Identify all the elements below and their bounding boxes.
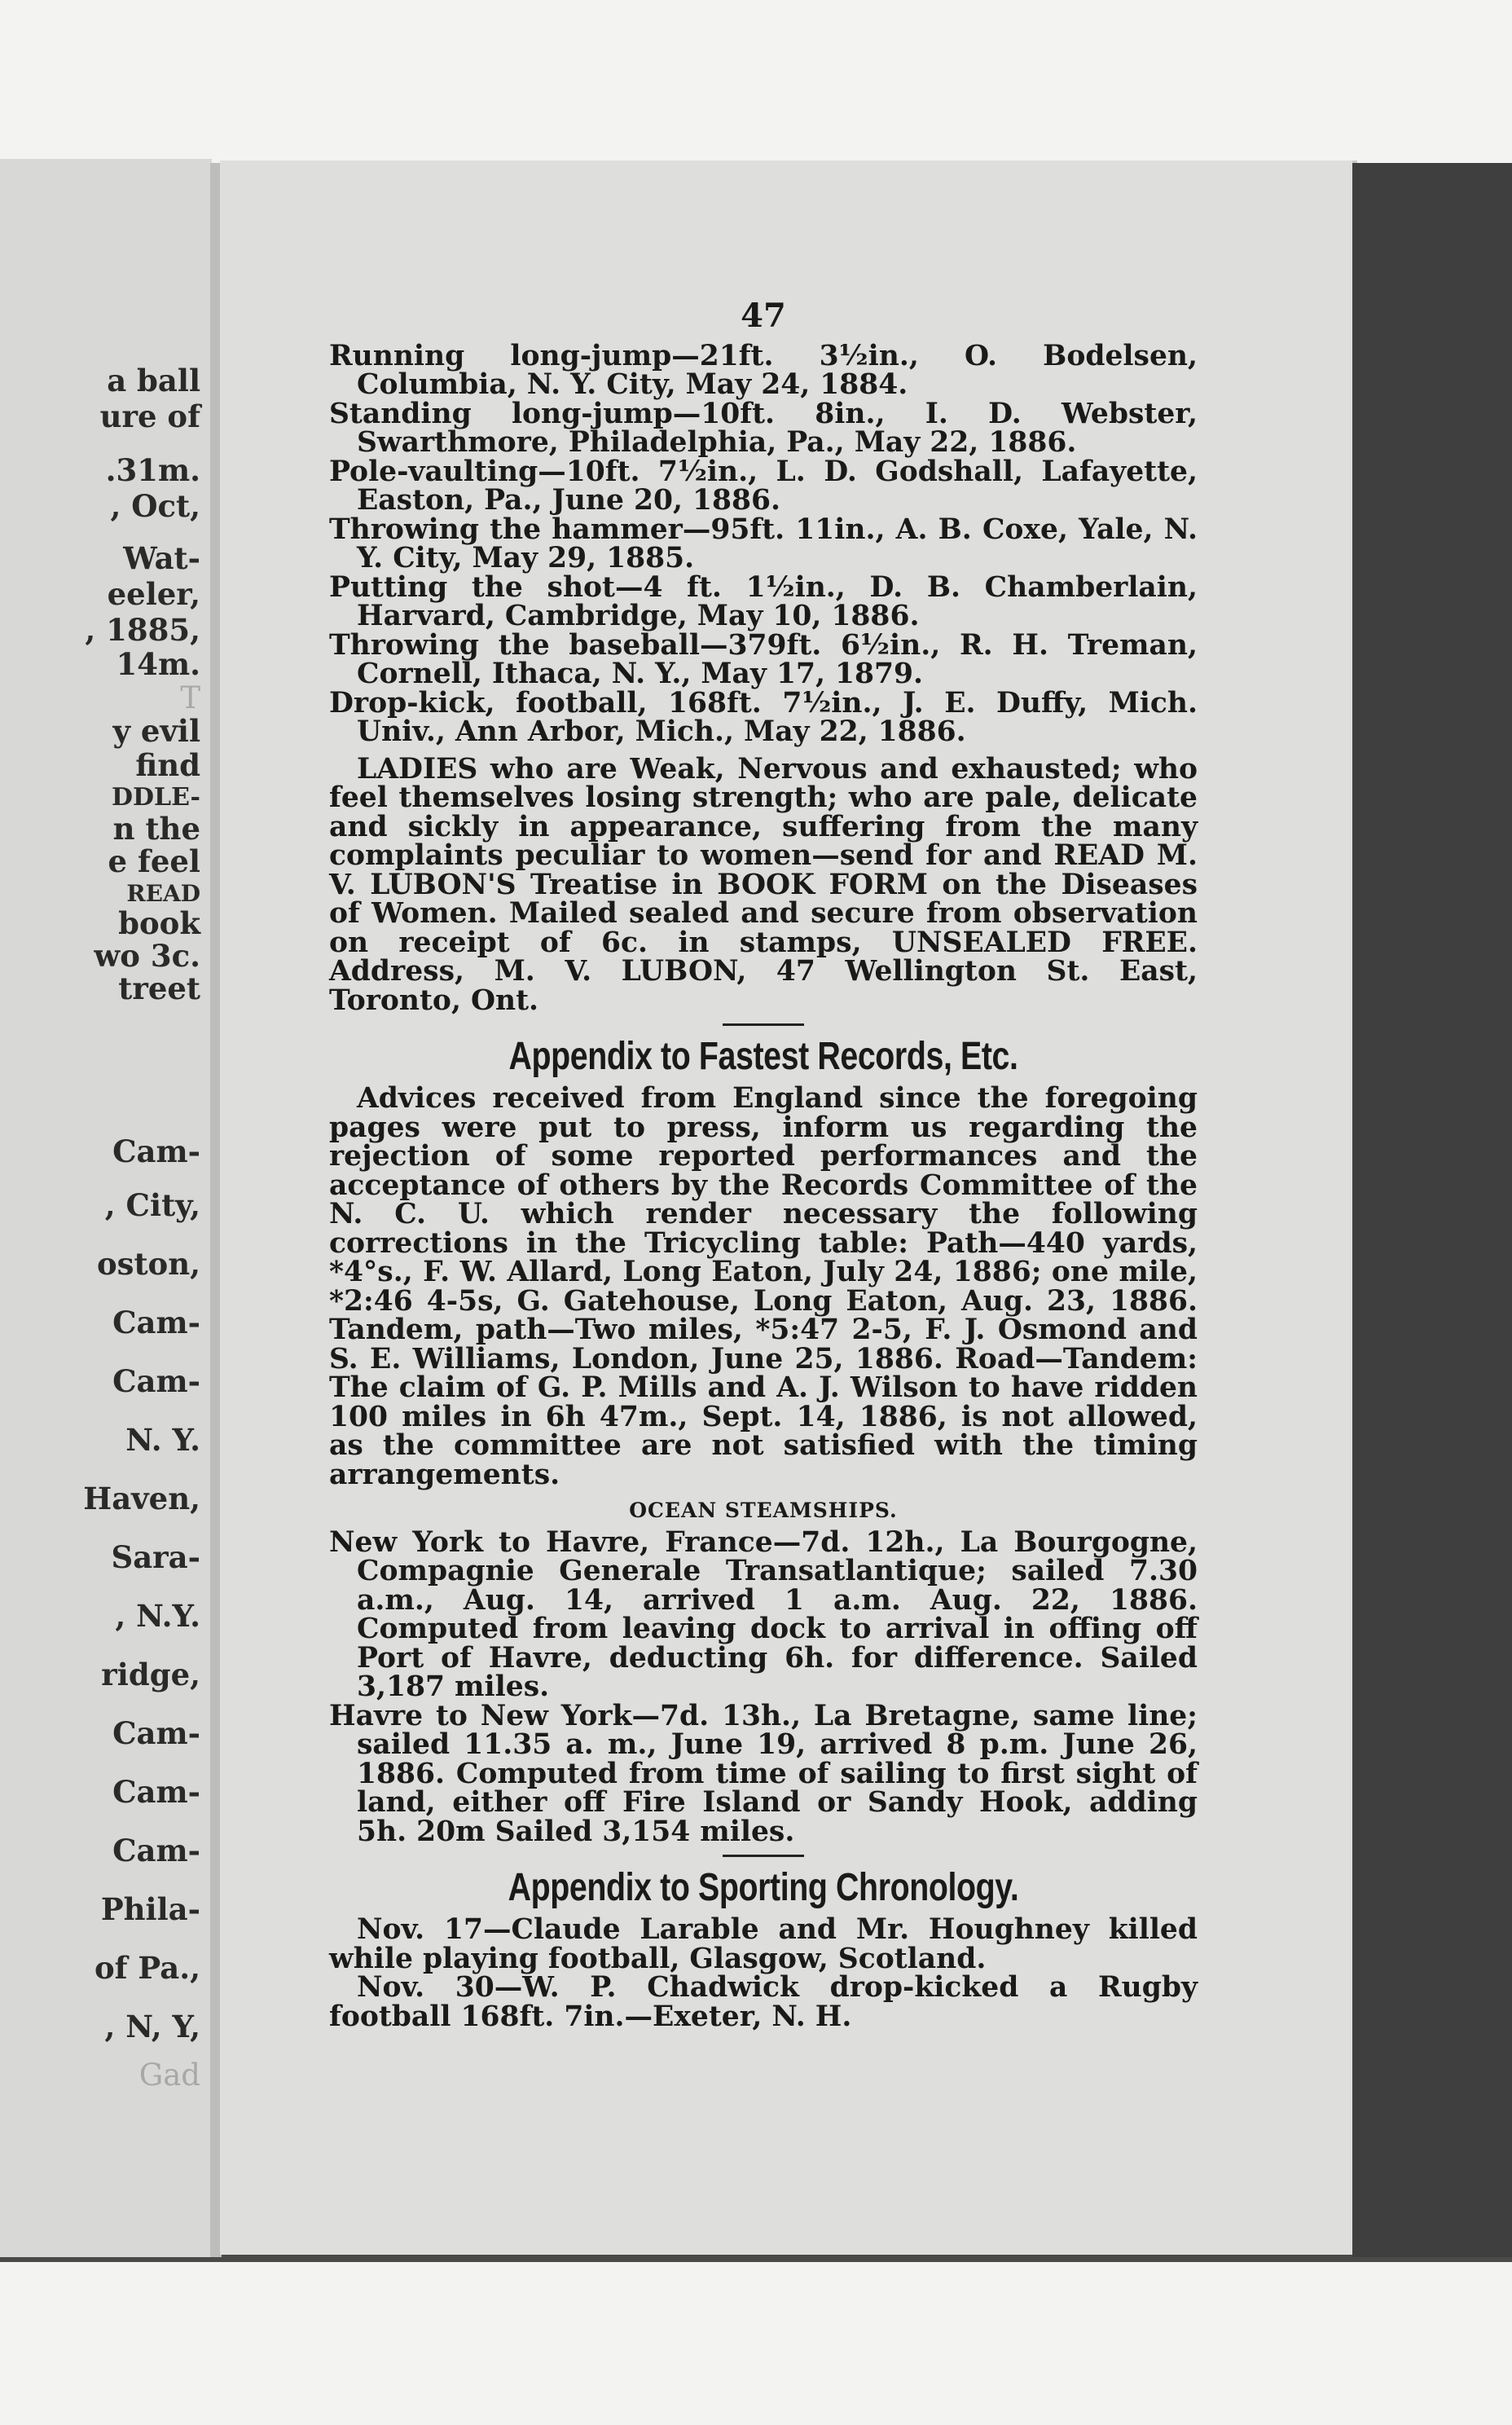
section-subheading: OCEAN STEAMSHIPS. [629,1499,898,1522]
left-text-line: treet [118,970,200,1006]
left-text-line: Gad [138,2058,200,2093]
left-text-line: ure of [99,398,200,434]
chronology-entry: Nov. 17—Claude Larable and Mr. Houghney killed while playing football, Glasgow, Scotland. [329,1913,1198,1975]
left-text-line: wo 3c. [94,938,200,974]
page-content [329,297,1198,2033]
left-text-line: y evil [112,713,200,749]
left-text-line: Cam- [112,1774,200,1810]
left-text-line: Cam- [112,1715,200,1751]
left-text-line: Cam- [112,1833,200,1868]
left-page-fragment [0,159,212,2257]
chronology-entry: Nov. 30—W. P. Chadwick drop-kicked a Rugby football 168ft. 7in.—Exeter, N. H. [329,1971,1198,2033]
left-text-line: , 1885, [85,612,200,648]
divider [723,1023,804,1026]
scan-background-right [1352,163,1512,2257]
left-text-line: a ball [107,363,200,398]
divider [723,1855,804,1857]
steamship-entry: Havre to New York—7d. 13h., La Bretagne, same line; sailed 11.35 a. m., June 19, arrived 8 p.m. June 26, 1886. Computed from time of sailing to first sight of land, either off Fire Island or Sandy Hook, adding 5h. 20m Sailed 3,154 miles. [329,1699,1198,1848]
scan-background-bottom [0,2262,1512,2425]
left-text-line: n the [112,811,200,847]
left-text-line: , N, Y, [104,2009,200,2044]
left-text-line: find [135,747,200,783]
left-text-line: ridge, [101,1657,200,1692]
page-number: 47 [741,297,786,335]
record-entry: Putting the shot—4 ft. 1½in., D. B. Chamberlain, Harvard, Cambridge, May 10, 1886. [329,570,1198,632]
left-text-line: Sara- [111,1539,200,1575]
left-text-line: .31m. [105,452,200,488]
left-text-line: Cam- [112,1305,200,1340]
left-text-line: , City, [104,1187,200,1223]
record-entry: Throwing the hammer—95ft. 11in., A. B. Coxe, Yale, N. Y. City, May 29, 1885. [329,513,1198,574]
left-text-line: Haven, [83,1481,200,1516]
left-text-line: Phila- [100,1891,200,1927]
scan-background-top [0,0,1512,163]
left-text-line: READ [126,880,200,907]
record-entry: Throwing the baseball—379ft. 6½in., R. H. Treman, Cornell, Ithaca, N. Y., May 17, 1879. [329,628,1198,690]
left-text-line: of Pa., [94,1950,200,1986]
left-text-line: e feel [108,843,200,879]
left-text-line: T [180,680,200,715]
left-text-line: , Oct, [110,488,200,524]
record-entry: Drop-kick, football, 168ft. 7½in., J. E. Duffy, Mich. Univ., Ann Arbor, Mich., May 22, 1886. [329,686,1198,748]
section-heading: Appendix to Sporting Chronology. [508,1866,1019,1909]
left-text-line: Wat- [123,540,200,576]
records-list [329,339,1198,748]
record-entry: Running long-jump—21ft. 3½in., O. Bodelsen, Columbia, N. Y. City, May 24, 1884. [329,339,1198,401]
steamship-entry: New York to Havre, France—7d. 12h., La Bourgogne, Compagnie Generale Transatlantique; sailed 7.30 a.m., Aug. 14, arrived 1 a.m. Aug. 22, 1886. Computed from leaving dock to arrival in offing off Port of Havre, deducting 6h. for difference. Sailed 3,187 miles. [329,1525,1198,1703]
left-text-line: Cam- [112,1133,200,1169]
left-text-line: DDLE- [112,783,200,812]
left-text-line: Cam- [112,1363,200,1399]
appendix-records-body: Advices received from England since the foregoing pages were put to press, inform us regarding the rejection of some reported performances and the acceptance of others by the Records Committee of the N. C. U. which render necessary the following corrections in the Tricycling table: Path—440 yards, *4°s., F. W. Allard, Long Eaton, July 24, 1886; one mile, *2:46 4-5s, G. Gatehouse, Long Eaton, Aug. 23, 1886. Tandem, path—Two miles, *5:47 2-5, F. J. Osmond and S. E. Williams, London, June 25, 1886. Road—Tandem: The claim of G. P. Mills and A. J. Wilson to have ridden 100 miles in 6h 47m., Sept. 14, 1886, is not allowed, as the committee are not satisfied with the timing arrangements. [329,1082,1198,1491]
advertisement: LADIES who are Weak, Nervous and exhausted; who feel themselves losing strength; who are pale, delicate and sickly in appearance, suffering from the many complaints peculiar to women—send for and READ M. V. LUBON'S Treatise in BOOK FORM on the Diseases of Women. Mailed sealed and secure from observation on receipt of 6c. in stamps, UNSEALED FREE. Address, M. V. LUBON, 47 Wellington St. East, Toronto, Ont. [329,752,1198,1017]
record-entry: Standing long-jump—10ft. 8in., I. D. Webster, Swarthmore, Philadelphia, Pa., May 22, 1886. [329,397,1198,459]
left-text-line: book [118,905,200,941]
left-text-line: eeler, [107,576,200,612]
left-text-line: 14m. [116,646,200,682]
left-text-line: , N.Y. [115,1598,200,1634]
left-text-line: oston, [96,1246,200,1282]
record-entry: Pole-vaulting—10ft. 7½in., L. D. Godshall, Lafayette, Easton, Pa., June 20, 1886. [329,455,1198,517]
left-text-line: N. Y. [125,1422,200,1458]
section-heading: Appendix to Fastest Records, Etc. [508,1035,1018,1078]
